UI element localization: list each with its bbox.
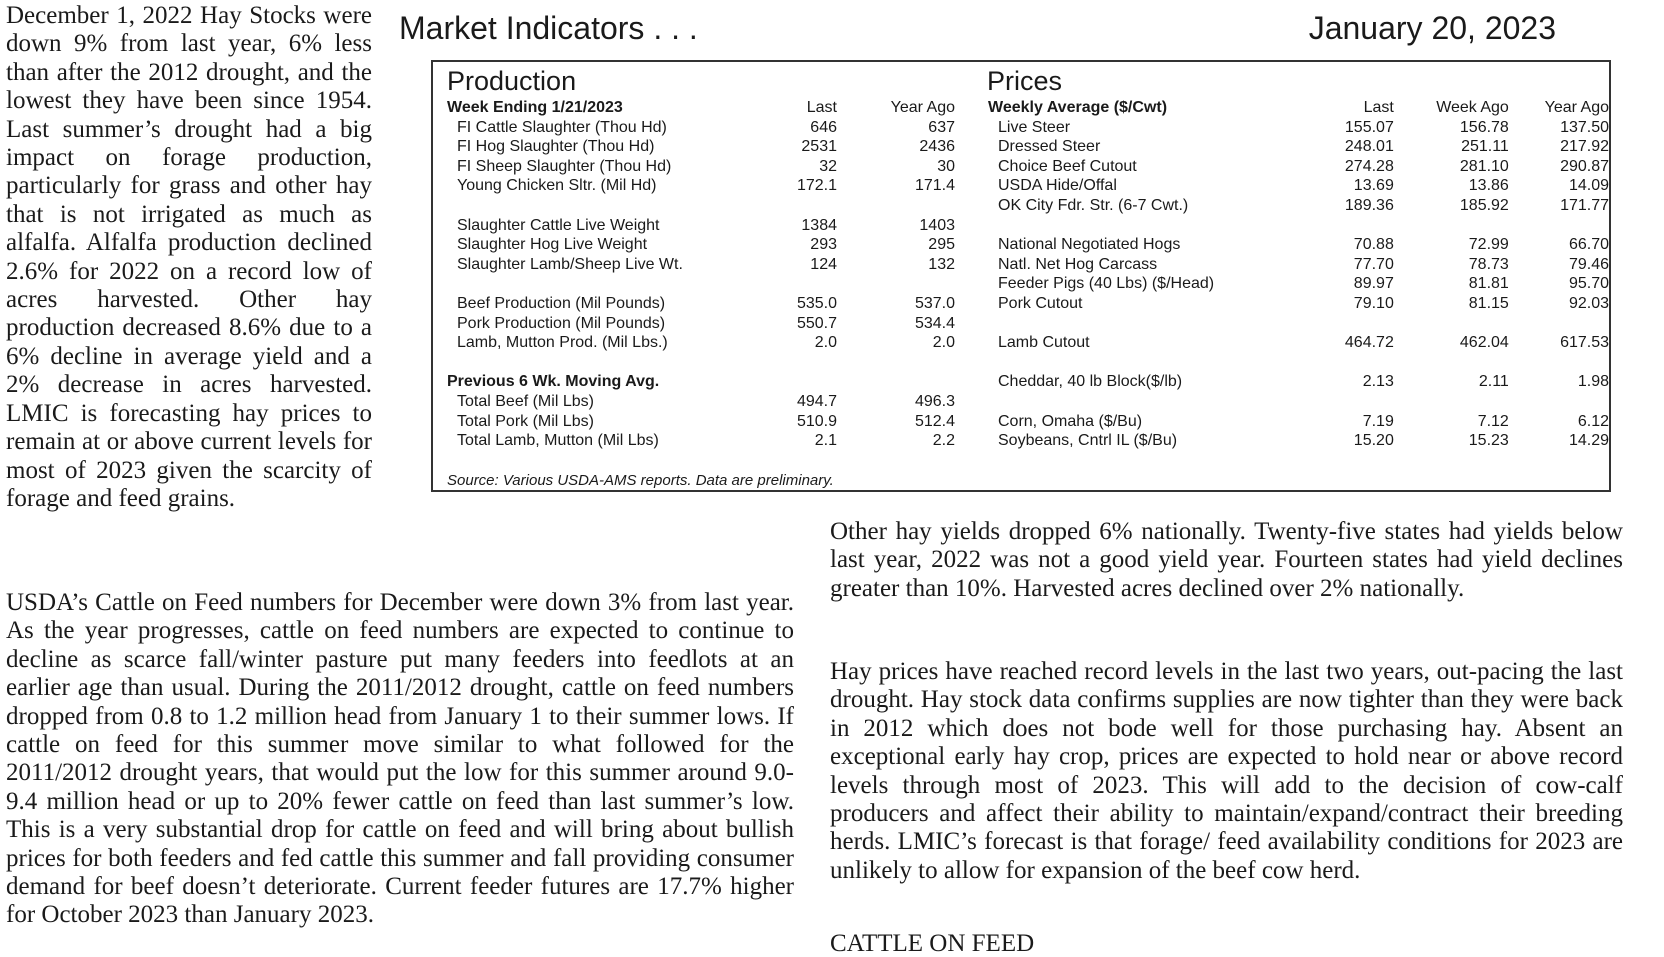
- prices-title: Prices: [987, 66, 1063, 96]
- production-header-row: [447, 98, 955, 118]
- section-heading-cattle-on-feed: CATTLE ON FEED: [830, 930, 1035, 957]
- production-cell-label: Slaughter Lamb/Sheep Live Wt.: [457, 255, 683, 273]
- production-cell-label: FI Hog Slaughter (Thou Hd): [457, 138, 655, 156]
- production-row: [447, 157, 955, 177]
- production-row: [447, 255, 955, 275]
- prices-row: [988, 412, 1609, 432]
- prices-cell-last: 70.88: [1353, 236, 1394, 254]
- prices-cell-week-ago: [1394, 216, 1509, 236]
- prices-spacer-row: [988, 216, 1609, 236]
- prices-row: [988, 196, 1609, 216]
- production-cell-year-ago: 295: [928, 236, 955, 254]
- production-row: [447, 118, 955, 138]
- production-cell-last: 494.7: [796, 392, 837, 410]
- prices-cell-week-ago: 78.73: [1468, 255, 1509, 273]
- market-indicators-title: Market Indicators . . .: [399, 10, 698, 46]
- production-cell-last: 2.1: [814, 432, 837, 450]
- production-spacer-row: [447, 196, 955, 216]
- prices-cell-last: 464.72: [1344, 334, 1394, 352]
- prices-cell-week-ago: 251.11: [1461, 138, 1509, 156]
- production-cell-label: Pork Production (Mil Pounds): [457, 314, 666, 332]
- prices-header-row: [988, 98, 1609, 118]
- article-paragraph-hay-prices: Hay prices have reached record levels in the last two years, out-pacing the last drought. Hay stock data confirms supplies are now tighter than they were back in 2012 which does not bode well for those purchasing hay. Absent an exceptional early hay crop, prices are expected to hold near or above record levels through most of 2023. This will add to the decision of cow-calf producers and affect their ability to maintain/expand/contract their breeding herds. LMIC’s forecast is that forage/ feed availability conditions for 2023 are unlikely to allow for expansion of the beef cow herd.: [830, 658, 1623, 884]
- prices-cell-last: [1345, 314, 1394, 334]
- production-cell-year-ago: [837, 372, 955, 392]
- prices-cell-last: 77.70: [1353, 255, 1394, 273]
- prices-cell-year-ago: 95.70: [1568, 275, 1609, 293]
- production-cell-label: Total Lamb, Mutton (Mil Lbs): [457, 432, 659, 450]
- prices-cell-week-ago: 462.04: [1459, 334, 1509, 352]
- production-cell-last: 1384: [801, 216, 837, 234]
- prices-cell-week-ago: [1394, 392, 1509, 412]
- prices-cell-year-ago: 79.46: [1568, 255, 1609, 273]
- prices-cell-year-ago: 66.70: [1568, 236, 1609, 254]
- prices-cell-label: USDA Hide/Offal: [998, 177, 1117, 195]
- production-cell-year-ago: 132: [928, 255, 955, 273]
- prices-cell-year-ago: [1509, 216, 1609, 236]
- production-cell-label: Young Chicken Sltr. (Mil Hd): [457, 177, 657, 195]
- prices-row: [988, 118, 1609, 138]
- prices-spacer-row: [988, 353, 1609, 373]
- prices-cell-year-ago: 6.12: [1577, 412, 1609, 430]
- production-cell-label: Lamb, Mutton Prod. (Mil Lbs.): [457, 334, 668, 352]
- production-cell-year-ago: [837, 274, 955, 294]
- prices-cell-label: [988, 392, 1345, 412]
- prices-cell-week-ago: 281.10: [1459, 157, 1509, 175]
- production-cell-label: Total Pork (Mil Lbs): [457, 412, 594, 430]
- prices-row: [988, 294, 1609, 314]
- prices-cell-week-ago: 15.23: [1468, 432, 1509, 450]
- production-cell-label: [447, 196, 787, 216]
- production-row: [447, 412, 955, 432]
- production-cell-year-ago: 537.0: [914, 294, 955, 312]
- production-cell-label: Slaughter Cattle Live Weight: [457, 216, 660, 234]
- production-cell-last: [787, 353, 837, 373]
- prices-cell-week-ago: 13.86: [1468, 177, 1509, 195]
- prices-cell-week-ago: 72.99: [1468, 236, 1509, 254]
- prices-cell-label: Choice Beef Cutout: [998, 157, 1137, 175]
- production-header-last: Last: [806, 99, 837, 116]
- production-cell-year-ago: 171.4: [914, 177, 955, 195]
- prices-header-last: Last: [1363, 99, 1394, 116]
- production-spacer-row: [447, 274, 955, 294]
- production-row: [447, 372, 955, 392]
- production-cell-label: Previous 6 Wk. Moving Avg.: [447, 373, 660, 391]
- production-cell-last: 172.1: [796, 177, 837, 195]
- prices-row: [988, 176, 1609, 196]
- production-row: [447, 216, 955, 236]
- prices-cell-year-ago: 14.29: [1568, 432, 1609, 450]
- production-cell-year-ago: 30: [937, 157, 955, 175]
- market-indicators-box: [431, 60, 1611, 492]
- prices-spacer-row: [988, 392, 1609, 412]
- prices-row: [988, 372, 1609, 392]
- production-cell-last: 646: [810, 118, 837, 136]
- prices-row: [988, 333, 1609, 353]
- prices-cell-year-ago: 14.09: [1568, 177, 1609, 195]
- production-row: [447, 235, 955, 255]
- article-paragraph-hay-yields: Other hay yields dropped 6% nationally. Twenty-five states had yields below last year, 2022 was not a good yield year. Fourteen states had yield declines greater than 10%. Harvested acres declined over 2% nationally.: [830, 518, 1623, 602]
- production-cell-year-ago: 637: [928, 118, 955, 136]
- production-row: [447, 392, 955, 412]
- production-spacer-row: [447, 353, 955, 373]
- prices-cell-week-ago: [1394, 353, 1509, 373]
- prices-cell-label: [988, 216, 1345, 236]
- production-cell-last: 32: [819, 157, 837, 175]
- production-cell-label: [447, 274, 787, 294]
- prices-row: [988, 431, 1609, 451]
- production-cell-year-ago: 2436: [919, 138, 955, 156]
- prices-cell-year-ago: 617.53: [1560, 334, 1609, 352]
- prices-cell-last: 79.10: [1353, 294, 1394, 312]
- prices-cell-last: [1345, 392, 1394, 412]
- production-cell-label: [447, 353, 787, 373]
- prices-cell-label: Corn, Omaha ($/Bu): [998, 412, 1143, 430]
- prices-cell-year-ago: 290.87: [1560, 157, 1609, 175]
- prices-cell-last: [1345, 353, 1394, 373]
- production-cell-year-ago: 512.4: [914, 412, 955, 430]
- production-cell-last: [787, 274, 837, 294]
- prices-cell-week-ago: 81.81: [1468, 275, 1509, 293]
- prices-cell-label: Natl. Net Hog Carcass: [998, 255, 1158, 273]
- production-cell-year-ago: 2.0: [932, 334, 955, 352]
- production-cell-year-ago: 2.2: [932, 432, 955, 450]
- production-cell-label: Total Beef (Mil Lbs): [457, 392, 594, 410]
- prices-cell-label: Live Steer: [998, 118, 1071, 136]
- production-cell-label: FI Sheep Slaughter (Thou Hd): [457, 157, 672, 175]
- prices-cell-label: [988, 353, 1345, 373]
- prices-cell-last: 15.20: [1353, 432, 1394, 450]
- prices-cell-year-ago: 92.03: [1568, 294, 1609, 312]
- production-cell-last: 550.7: [796, 314, 837, 332]
- production-cell-year-ago: [837, 353, 955, 373]
- prices-cell-last: 155.07: [1344, 118, 1394, 136]
- prices-cell-week-ago: 7.12: [1477, 412, 1509, 430]
- prices-spacer-row: [988, 314, 1609, 334]
- prices-header-week-ago: Week Ago: [1436, 99, 1509, 116]
- prices-row: [988, 235, 1609, 255]
- production-cell-label: Beef Production (Mil Pounds): [457, 294, 666, 312]
- production-row: [447, 294, 955, 314]
- article-paragraph-cattle-on-feed: USDA’s Cattle on Feed numbers for December were down 3% from last year. As the year progresses, cattle on feed numbers are expected to continue to decline as scarce fall/winter pasture put many feeders into feedlots at an earlier age than usual. During the 2011/2012 drought, cattle on feed numbers dropped from 0.8 to 1.2 million head from January 1 to their summer lows. If cattle on feed for this summer move similar to what followed for the 2011/2012 drought years, that would put the low for this summer around 9.0-9.4 million head or up to 20% fewer cattle on feed than last summer’s low. This is a very substantial drop for cattle on feed and will bring about bullish prices for both feeders and fed cattle this summer and fall providing consumer demand for beef doesn’t deteriorate. Current feeder futures are 17.7% higher for October 2023 than January 2023.: [6, 589, 794, 929]
- article-paragraph-hay-stocks: December 1, 2022 Hay Stocks were down 9% from last year, 6% less than after the 2012 drought, and the lowest they have been since 1954. Last summer’s drought had a big impact on forage production, particularly for grass and other hay that is not irrigated as much as alfalfa. Alfalfa production declined 2.6% for 2022 on a record low of acres harvested. Other hay production decreased 8.6% due to a 6% decline in average yield and a 2% decrease in acres harvested. LMIC is forecasting hay prices to remain at or above current levels for most of 2023 given the scarcity of forage and feed grains.: [6, 2, 372, 512]
- source-note: Source: Various USDA-AMS reports. Data are preliminary.: [447, 472, 834, 489]
- production-cell-last: [787, 372, 837, 392]
- production-cell-last: 2531: [801, 138, 837, 156]
- prices-row: [988, 274, 1609, 294]
- production-cell-year-ago: 534.4: [914, 314, 955, 332]
- production-cell-last: 293: [810, 236, 837, 254]
- prices-cell-week-ago: [1394, 314, 1509, 334]
- prices-row: [988, 137, 1609, 157]
- prices-cell-last: 274.28: [1344, 157, 1394, 175]
- production-table: [447, 98, 955, 451]
- prices-cell-last: 2.13: [1362, 373, 1394, 391]
- prices-header-year-ago: Year Ago: [1544, 99, 1609, 116]
- prices-cell-label: Soybeans, Cntrl IL ($/Bu): [998, 432, 1178, 450]
- prices-header-label: Weekly Average ($/Cwt): [988, 99, 1168, 116]
- production-cell-label: Slaughter Hog Live Weight: [457, 236, 648, 254]
- prices-cell-year-ago: 137.50: [1560, 118, 1609, 136]
- production-row: [447, 176, 955, 196]
- production-row: [447, 137, 955, 157]
- prices-cell-year-ago: 1.98: [1577, 373, 1609, 391]
- prices-cell-label: OK City Fdr. Str. (6-7 Cwt.): [998, 196, 1189, 214]
- production-row: [447, 333, 955, 353]
- production-title: Production: [447, 66, 577, 96]
- prices-cell-last: 7.19: [1362, 412, 1394, 430]
- prices-cell-year-ago: [1509, 314, 1609, 334]
- production-cell-year-ago: 1403: [919, 216, 955, 234]
- prices-cell-week-ago: 185.92: [1459, 196, 1509, 214]
- prices-cell-last: 13.69: [1353, 177, 1394, 195]
- production-cell-year-ago: 496.3: [914, 392, 955, 410]
- production-cell-last: [787, 196, 837, 216]
- market-indicators-date: January 20, 2023: [1308, 10, 1556, 46]
- prices-cell-label: Pork Cutout: [998, 294, 1083, 312]
- production-row: [447, 314, 955, 334]
- prices-cell-last: 89.97: [1353, 275, 1394, 293]
- production-cell-last: 510.9: [796, 412, 837, 430]
- prices-cell-year-ago: [1509, 353, 1609, 373]
- prices-cell-label: National Negotiated Hogs: [998, 236, 1181, 254]
- production-row: [447, 431, 955, 451]
- production-cell-last: 2.0: [814, 334, 837, 352]
- production-cell-label: FI Cattle Slaughter (Thou Hd): [457, 118, 667, 136]
- prices-cell-label: Lamb Cutout: [998, 334, 1090, 352]
- prices-table: [988, 98, 1609, 451]
- prices-row: [988, 255, 1609, 275]
- prices-cell-year-ago: 217.92: [1560, 138, 1609, 156]
- prices-cell-label: [988, 314, 1345, 334]
- production-header-year-ago: Year Ago: [890, 99, 955, 116]
- prices-cell-last: 189.36: [1344, 196, 1394, 214]
- prices-cell-label: Feeder Pigs (40 Lbs) ($/Head): [998, 275, 1215, 293]
- prices-cell-last: 248.01: [1344, 138, 1394, 156]
- production-cell-year-ago: [837, 196, 955, 216]
- prices-cell-year-ago: 171.77: [1560, 196, 1609, 214]
- prices-cell-week-ago: 81.15: [1468, 294, 1509, 312]
- prices-cell-label: Dressed Steer: [998, 138, 1101, 156]
- prices-cell-week-ago: 2.11: [1478, 373, 1509, 391]
- production-cell-last: 124: [810, 255, 837, 273]
- production-cell-last: 535.0: [796, 294, 837, 312]
- production-header-label: Week Ending 1/21/2023: [447, 99, 623, 116]
- prices-cell-year-ago: [1509, 392, 1609, 412]
- prices-cell-week-ago: 156.78: [1459, 118, 1509, 136]
- prices-cell-label: Cheddar, 40 lb Block($/lb): [998, 373, 1183, 391]
- prices-row: [988, 157, 1609, 177]
- prices-cell-last: [1345, 216, 1394, 236]
